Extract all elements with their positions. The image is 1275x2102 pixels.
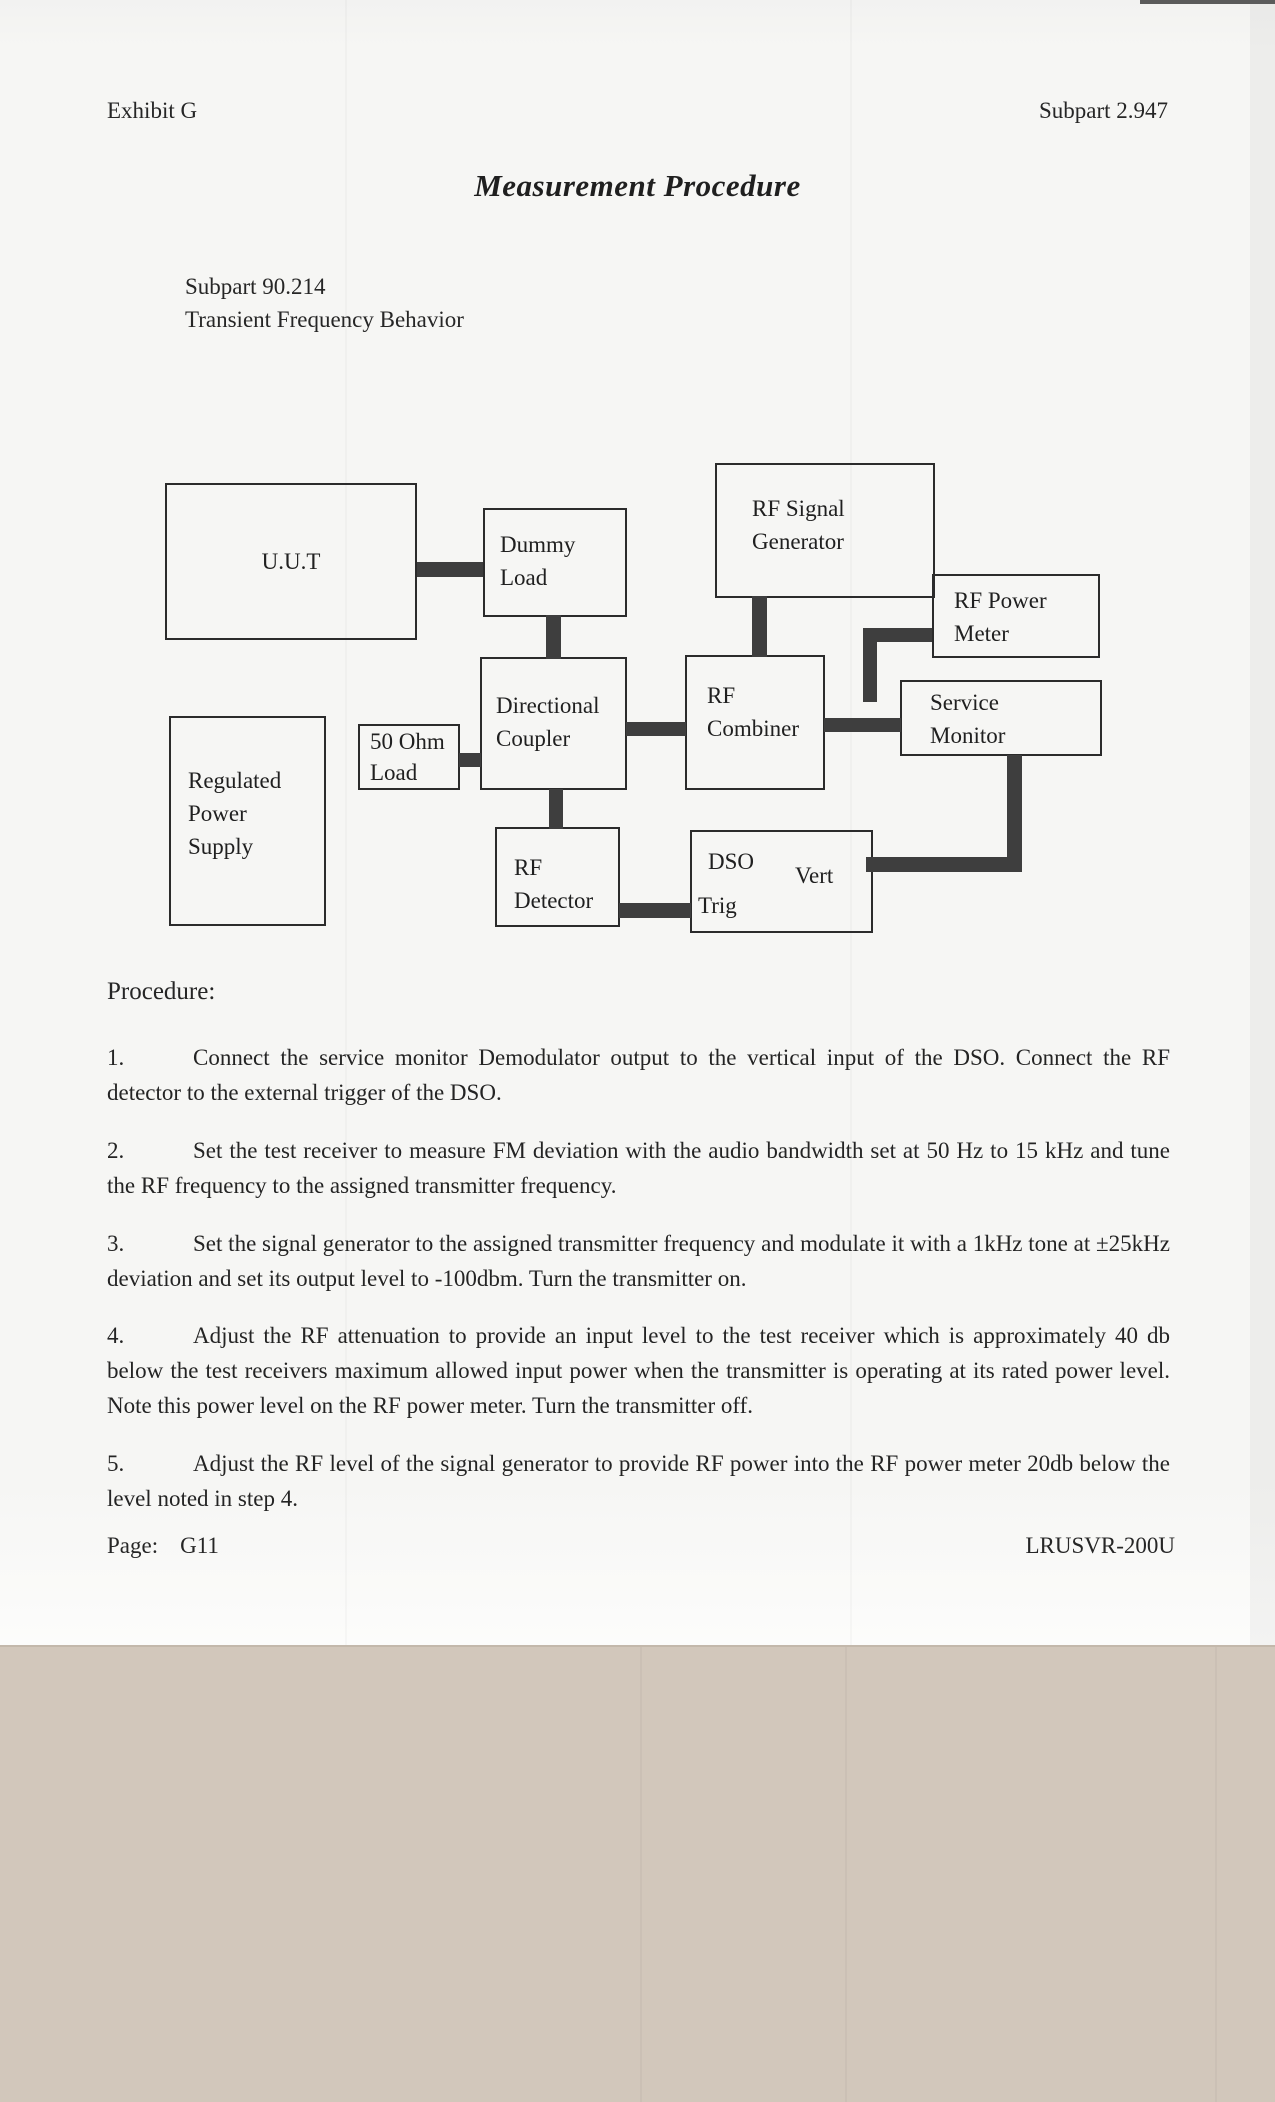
item-text: Adjust the RF attenuation to provide an input level to the test receiver which is approximately 40 db below the test receivers maximum allowed input power when the transmitter is operating at its rated power level. Note this power level on the RF power meter. Turn the transmitter off.: [107, 1323, 1170, 1418]
diagram-box-rf-signal-generator: [715, 463, 935, 598]
scan-streak: [640, 1647, 642, 2102]
scan-streak: [845, 1647, 847, 2102]
box-label: Directional: [496, 693, 600, 718]
box-label: RF Signal: [752, 496, 845, 521]
procedure-item-2: [107, 1133, 1170, 1203]
box-label: Meter: [954, 621, 1009, 646]
box-label: Dummy: [500, 532, 576, 557]
box-label: Regulated: [188, 768, 282, 793]
item-number: 4.: [107, 1323, 125, 1348]
diagram-box-service-monitor: [900, 680, 1102, 756]
box-label: Generator: [752, 529, 844, 554]
footer-page-label: Page:: [107, 1533, 159, 1558]
box-label: Monitor: [930, 723, 1006, 748]
page-edge-shade: [1250, 0, 1275, 1645]
diagram-box-50-ohm-load: [358, 724, 460, 790]
item-text: Set the signal generator to the assigned transmitter frequency and modulate it with a 1kHz tone at ±25kHz deviation and set its output level to -100dbm. Turn the transmitter on.: [107, 1231, 1170, 1291]
box-label: Power: [188, 801, 247, 826]
box-label: U.U.T: [261, 549, 321, 574]
item-text: Adjust the RF level of the signal generator to provide RF power into the RF power meter 20db below the level noted in step 4.: [107, 1451, 1170, 1511]
box-label: Combiner: [707, 716, 799, 741]
item-number: 3.: [107, 1231, 125, 1256]
diagram-box-dso: [690, 830, 873, 933]
box-label: RF: [514, 855, 543, 880]
item-number: 2.: [107, 1138, 125, 1163]
box-label: Load: [370, 760, 418, 785]
footer-document-id: LRUSVR-200U: [1025, 1533, 1175, 1558]
item-text: Set the test receiver to measure FM deviation with the audio bandwidth set at 50 Hz to 15 kHz and tune the RF frequency to the assigned transmitter frequency.: [107, 1138, 1170, 1198]
connector-rf-detector-to-dso-trig: [619, 903, 691, 918]
procedure-item-3: [107, 1226, 1170, 1296]
procedure-heading: Procedure:: [107, 978, 216, 1005]
connector-service-monitor-to-dso-vertical: [1007, 755, 1022, 872]
connector-rf-signal-generator-to-rf-combiner: [752, 596, 767, 657]
diagram-box-rf-detector: [495, 827, 620, 927]
subpart-reference: Subpart 2.947: [1038, 98, 1168, 123]
box-label: Detector: [514, 888, 594, 913]
subtitle-subpart: Subpart 90.214: [185, 274, 326, 299]
connector-directional-coupler-to-rf-detector: [549, 789, 563, 829]
box-label-dso: DSO: [708, 849, 755, 874]
connector-directional-coupler-to-rf-combiner: [626, 722, 686, 736]
subtitle-behavior: Transient Frequency Behavior: [185, 307, 464, 332]
box-label: RF Power: [954, 588, 1047, 613]
connector-uut-to-dummy-load: [417, 562, 483, 577]
diagram-box-regulated-power-supply: [169, 716, 326, 926]
diagram-box-uut: [165, 483, 417, 640]
page-title: Measurement Procedure: [474, 168, 801, 203]
dso-trig-port-label: Trig: [698, 893, 737, 918]
box-label: Service: [930, 690, 999, 715]
footer-page-number: [107, 1533, 219, 1559]
box-label: Load: [500, 565, 548, 590]
item-number: 5.: [107, 1451, 125, 1476]
connector-elbow-to-rf-power-meter-vertical: [863, 628, 877, 702]
connector-service-monitor-to-dso-vert-horizontal: [866, 857, 1022, 872]
scan-corner-artifact: [1140, 0, 1275, 4]
procedure-item-4: [107, 1318, 1170, 1423]
box-label: RF: [707, 683, 736, 708]
procedure-item-1: [107, 1040, 1170, 1110]
diagram-box-rf-combiner: [685, 655, 825, 790]
scan-streak: [1215, 1647, 1217, 2102]
subtitle-block: [185, 270, 464, 336]
procedure-item-5: [107, 1446, 1170, 1516]
box-label: 50 Ohm: [370, 729, 445, 754]
footer-page-value: G11: [180, 1533, 219, 1558]
exhibit-label: Exhibit G: [107, 98, 198, 123]
item-number: 1.: [107, 1045, 125, 1070]
connector-rf-combiner-to-service-monitor: [824, 718, 901, 732]
scanner-backing: [0, 1645, 1275, 2102]
connector-dummy-load-to-directional-coupler: [546, 615, 561, 659]
diagram-box-directional-coupler: [480, 657, 627, 790]
dso-vert-port-label: Vert: [795, 863, 834, 888]
diagram-box-rf-power-meter: [932, 574, 1100, 658]
item-text: Connect the service monitor Demodulator output to the vertical input of the DSO. Connect the RF detector to the external trigger of the DSO.: [107, 1045, 1170, 1105]
connector-50-ohm-load-to-directional-coupler: [459, 753, 481, 767]
box-label: Coupler: [496, 726, 571, 751]
box-label: Supply: [188, 834, 254, 859]
diagram-box-dummy-load: [483, 508, 627, 617]
